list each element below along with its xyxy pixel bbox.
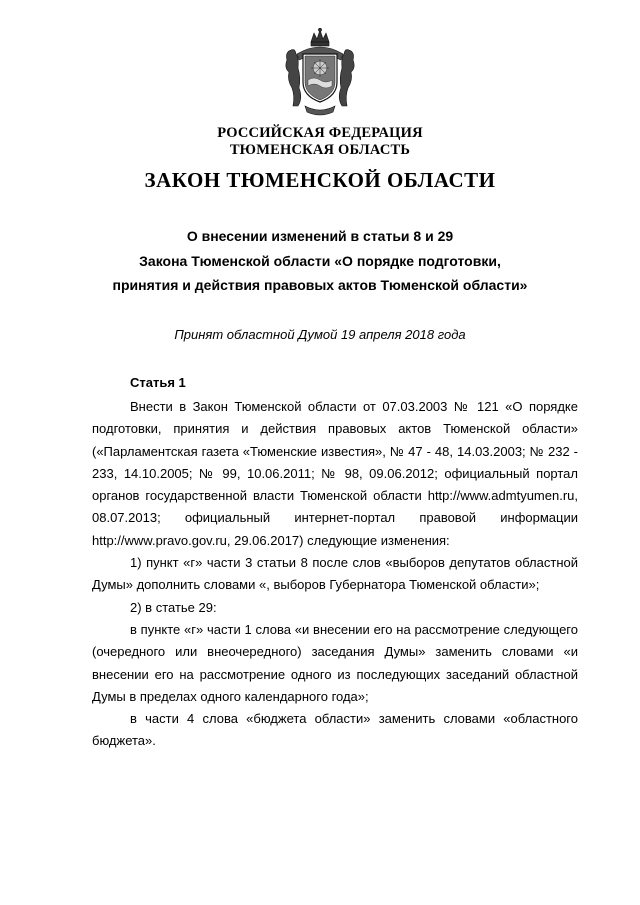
document-type-title: ЗАКОН ТЮМЕНСКОЙ ОБЛАСТИ <box>144 168 496 192</box>
article-heading: Статья 1 <box>130 375 186 390</box>
coat-of-arms-icon <box>281 28 359 118</box>
article-paragraph: Внести в Закон Тюменской области от 07.03.2003 № 121 «О порядке подготовки, принятия и действия правовых актов Тюменской области» («Парламентская газета «Тюменские известия», № 47 - 48, 14.03.2003; № 232 - 233, 14.10.2005; № 99, 10.06.2011; № 98, 09.06.2012; официальный портал органов государственной власти Тюменской области http://www.admtyumen.ru, 08.07.2013; официальный интернет-портал правовой информации http://www.pravo.gov.ru, 29.06.2017) следующие изменения: <box>92 399 578 548</box>
header-country: РОССИЙСКАЯ ФЕДЕРАЦИЯ <box>217 125 423 141</box>
article-paragraph: 2) в статье 29: <box>130 599 217 615</box>
header-region: ТЮМЕНСКАЯ ОБЛАСТЬ <box>229 142 411 158</box>
law-title-line-3: принятия и действия правовых актов Тюменской области» <box>112 277 528 293</box>
article-paragraph: в пункте «г» части 1 слова «и внесении его на рассмотрение следующего (очередного или внеочередного) заседания Думы» заменить словами «и внесении его на рассмотрение одного из последующих заседаний областной Думы в пределах одного календарного года»; <box>92 621 578 704</box>
adoption-note: Принят областной Думой 19 апреля 2018 года <box>174 327 466 342</box>
article-body <box>92 396 578 753</box>
law-title-line-1: О внесении изменений в статьи 8 и 29 <box>186 228 454 244</box>
law-title-line-2: Закона Тюменской области «О порядке подготовки, <box>139 253 501 269</box>
article-paragraph: в части 4 слова «бюджета области» заменить словами «областного бюджета». <box>92 711 578 749</box>
article-paragraph: 1) пункт «г» части 3 статьи 8 после слов «выборов депутатов областной Думы» дополнить словами «, выборов Губернатора Тюменской области»; <box>92 555 578 593</box>
